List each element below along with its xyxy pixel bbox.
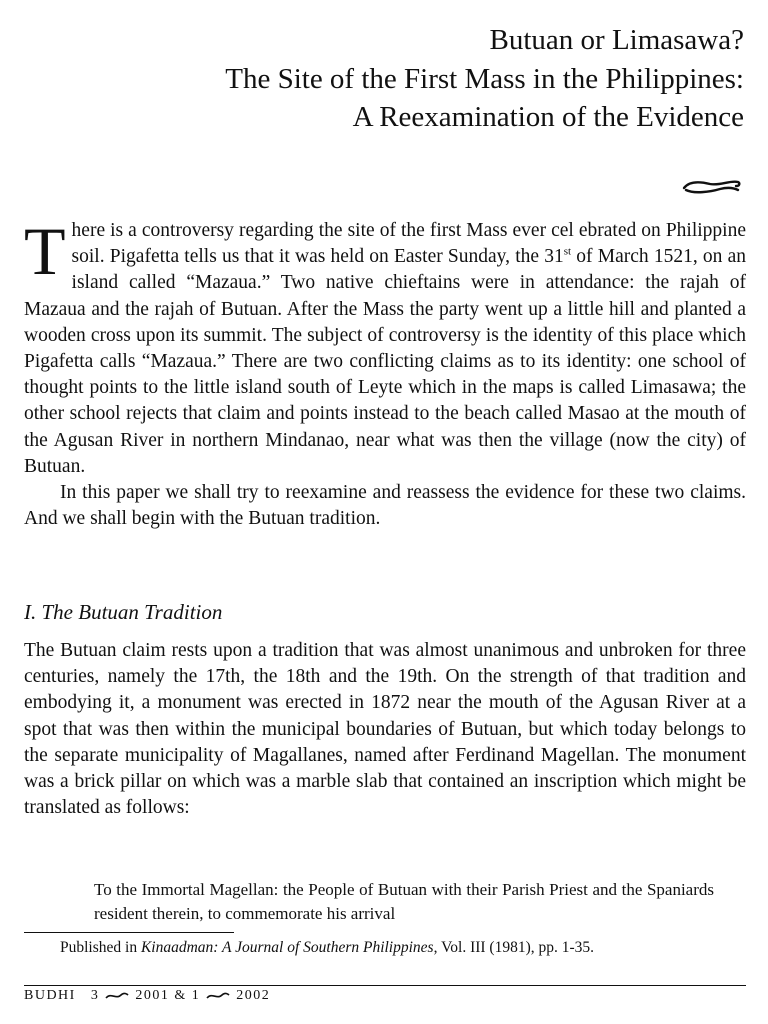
- footnote-prefix: Published in: [60, 939, 141, 956]
- intro-paragraph-1-part-a: here is a controversy regarding the site of the first Mass ever cel ebrated on Philippine soil. Pigafetta tells us that it was held on Easter Sunday, the 31: [71, 220, 746, 268]
- footer-issue-c: 2002: [236, 988, 271, 1003]
- footnote-rule: [24, 932, 234, 933]
- title-line-1: Butuan or Limasawa?: [489, 24, 744, 56]
- ordinal-suffix: st: [563, 245, 572, 258]
- footer-issue-a: 3: [90, 988, 100, 1003]
- drop-cap: T: [24, 213, 66, 289]
- title-line-2: The Site of the First Mass in the Philippines:: [225, 63, 744, 95]
- section-title: The Butuan Tradition: [41, 600, 223, 624]
- footnote: [24, 937, 746, 958]
- footnote-suffix: , Vol. III (1981), pp. 1-35.: [433, 939, 595, 956]
- section-heading: [24, 600, 222, 625]
- intro-paragraph-1-part-b: of March 1521, on an island called “Mazaua.” Two native chieftains were in attendance: the rajah of Mazaua and the rajah of Butuan. After the Mass the party went up a little hill and planted a wooden cross upon its summit. The subject of controversy is the identity of this place which Pigafetta calls “Mazaua.” There are two conflicting claims as to its identity: one school of thought points to the little island south of Leyte which in the maps is called Limasawa; the other school rejects that claim and points instead to the beach called Masao at the mouth of the Agusan River in northern Mindanao, near what was then the village (now the city) of Butuan.: [24, 246, 746, 477]
- footer-rule: [24, 985, 746, 986]
- page-footer: [24, 988, 270, 1004]
- tilde-icon: [104, 991, 130, 1001]
- section-paragraph-1: The Butuan claim rests upon a tradition that was almost unanimous and unbroken for three centuries, namely the 17th, the 18th and the 19th. On the strength of that tradition and embodying it, a monument was erected in 1872 near the mouth of the Agusan River at a spot that was then within the municipal boundaries of Butuan, but which today belongs to the separate municipality of Magallanes, named after Ferdinand Magellan. The monument was a brick pillar on which was a marble slab that contained an inscription which might be translated as follows:: [24, 640, 746, 819]
- curl-ornament-icon: [680, 174, 742, 196]
- footer-journal: BUDHI: [24, 988, 76, 1003]
- intro-paragraph-2: In this paper we shall try to reexamine and reassess the evidence for these two claims. And we shall begin with the Butuan tradition.: [24, 482, 746, 530]
- section-numeral: I.: [24, 600, 37, 624]
- footer-issue-b: 2001 & 1: [135, 988, 201, 1003]
- intro-text: [24, 213, 746, 532]
- title-line-3: A Reexamination of the Evidence: [352, 101, 744, 133]
- footnote-text: [24, 937, 746, 958]
- tilde-icon: [205, 991, 231, 1001]
- footnote-journal: Kinaadman: A Journal of Southern Philippines: [140, 939, 434, 956]
- block-quote: To the Immortal Magellan: the People of Butuan with their Parish Priest and the Spaniards resident therein, to commemorate his arrival: [94, 880, 714, 923]
- title-block: [14, 20, 744, 136]
- intro-paragraph-1: [24, 213, 746, 480]
